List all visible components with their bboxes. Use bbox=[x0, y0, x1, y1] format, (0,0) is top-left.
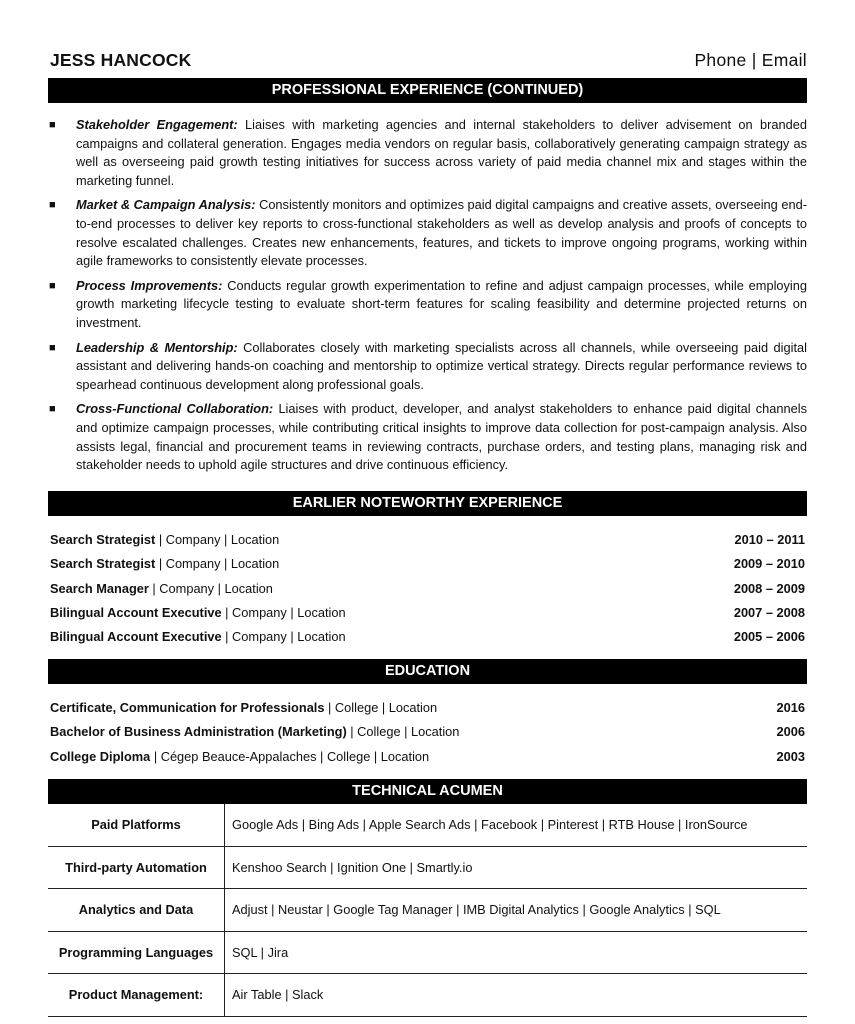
skill-category: Paid Platforms bbox=[48, 804, 225, 846]
list-item bbox=[48, 745, 807, 769]
resume-header bbox=[48, 50, 807, 72]
bullet-text: Liaises with marketing agencies and internal stakeholders to deliver advisement on branded campaigns and collateral generation. Engages media vendors on regular basis, collaboratively generating campaign strategy as well as overseeing paid growth testing initiatives for success across variety of paid media channel mix and stages within the marketing funnel. bbox=[76, 117, 807, 188]
section-heading-technical: TECHNICAL ACUMEN bbox=[48, 779, 807, 804]
list-item bbox=[48, 601, 807, 625]
list-item bbox=[48, 116, 807, 190]
bullet-icon: ■ bbox=[49, 199, 56, 212]
skill-items: Adjust | Neustar | Google Tag Manager | IMB Digital Analytics | Google Analytics | SQL bbox=[232, 902, 721, 918]
technical-acumen-table bbox=[48, 804, 807, 1017]
bullet-text: Collaborates closely with marketing specialists across all channels, while overseeing paid digital assistant and delivering hands-on coaching and mentorship to optimize vertical strategy. Directs regular performance reviews to spearhead continuous development along professional goals. bbox=[76, 339, 807, 392]
job-dates: 2009 – 2010 bbox=[733, 556, 805, 572]
skill-category: Product Management: bbox=[48, 974, 225, 1016]
job-title: Bilingual Account Executive bbox=[50, 604, 222, 620]
degree-title: Certificate, Communication for Professionals bbox=[50, 700, 325, 715]
job-org: | Company | Location bbox=[221, 604, 346, 620]
bullet-icon: ■ bbox=[49, 119, 56, 131]
table-row bbox=[48, 804, 807, 847]
list-item bbox=[48, 720, 807, 744]
job-dates: 2007 – 2008 bbox=[733, 604, 805, 620]
job-org: | Company | Location bbox=[155, 556, 280, 572]
table-row bbox=[48, 932, 807, 975]
job-dates: 2010 – 2011 bbox=[734, 532, 805, 547]
job-dates: 2005 – 2006 bbox=[733, 629, 805, 645]
degree-school: | College | Location bbox=[346, 724, 460, 740]
skill-category: Programming Languages bbox=[48, 932, 225, 974]
job-org: | Company | Location bbox=[221, 629, 346, 645]
candidate-name: JESS HANCOCK bbox=[50, 50, 192, 70]
skill-items: SQL | Jira bbox=[232, 944, 289, 960]
degree-year: 2006 bbox=[776, 724, 805, 740]
contact-info: Phone | Email bbox=[694, 50, 807, 70]
education-list bbox=[48, 696, 807, 769]
list-item bbox=[48, 528, 807, 552]
list-item bbox=[48, 277, 807, 333]
job-org: | Company | Location bbox=[148, 580, 273, 596]
bullet-title: Process Improvements: bbox=[76, 277, 223, 293]
bullet-title: Stakeholder Engagement: bbox=[76, 117, 238, 132]
skill-items: Google Ads | Bing Ads | Apple Search Ads | Facebook | Pinterest | RTB House | IronSource bbox=[232, 817, 748, 833]
degree-year: 2016 bbox=[776, 700, 805, 715]
skill-items: Air Table | Slack bbox=[232, 987, 324, 1003]
bullet-icon: ■ bbox=[49, 403, 56, 416]
list-item bbox=[48, 196, 807, 270]
bullet-title: Leadership & Mentorship: bbox=[76, 339, 238, 355]
bullet-title: Cross-Functional Collaboration: bbox=[76, 401, 274, 417]
bullet-text: Liaises with product, developer, and analyst stakeholders to enhance paid digital channels and optimize campaign processes, while contributing critical insights to improve data collection for post-campaign analysis. Also assists legal, financial and procurement teams in reviewing contracts, purchase orders, and testing plans, managing risk and stakeholder needs to uphold agile structures and drive continuous efficiency. bbox=[76, 401, 807, 473]
earlier-experience-list bbox=[48, 528, 807, 649]
bullet-icon: ■ bbox=[49, 341, 56, 354]
section-heading-experience-continued: PROFESSIONAL EXPERIENCE (CONTINUED) bbox=[48, 78, 807, 103]
list-item bbox=[48, 696, 807, 720]
table-row bbox=[48, 974, 807, 1017]
table-row bbox=[48, 889, 807, 932]
list-item bbox=[48, 625, 807, 649]
job-title: Search Strategist bbox=[50, 532, 156, 547]
bullet-icon: ■ bbox=[49, 279, 56, 292]
table-row bbox=[48, 847, 807, 890]
job-title: Search Strategist bbox=[50, 556, 156, 572]
list-item bbox=[48, 552, 807, 576]
degree-title: College Diploma bbox=[50, 748, 151, 764]
degree-year: 2003 bbox=[776, 748, 805, 764]
experience-bullet-list bbox=[48, 116, 807, 481]
list-item bbox=[48, 400, 807, 474]
bullet-title: Market & Campaign Analysis: bbox=[76, 197, 256, 213]
job-dates: 2008 – 2009 bbox=[733, 580, 805, 596]
skill-items: Kenshoo Search | Ignition One | Smartly.io bbox=[232, 859, 473, 875]
list-item bbox=[48, 577, 807, 601]
degree-title: Bachelor of Business Administration (Marketing) bbox=[50, 724, 347, 740]
section-heading-earlier-experience: EARLIER NOTEWORTHY EXPERIENCE bbox=[48, 491, 807, 516]
bullet-text: Consistently monitors and optimizes paid digital campaigns and creative assets, overseeing end-to-end processes to deliver key reports to cross-functional stakeholders as well as develop analysis and proofs of concepts to resolve escalated challenges. Creates new enhancements, features, and tickets to improve ongoing programs, working within agile frameworks to consistently elevate processes. bbox=[76, 197, 807, 269]
bullet-text: Conducts regular growth experimentation to refine and adjust campaign processes, while employing growth marketing lifecycle testing to evaluate short-term features for scaling feasibility and determine projected returns on investment. bbox=[76, 277, 808, 330]
degree-school: | College | Location bbox=[324, 700, 438, 715]
list-item bbox=[48, 339, 807, 395]
skill-category: Third-party Automation bbox=[48, 847, 225, 889]
degree-school: | Cégep Beauce-Appalaches | College | Location bbox=[150, 748, 430, 764]
job-title: Bilingual Account Executive bbox=[50, 629, 222, 645]
job-org: | Company | Location bbox=[155, 532, 280, 547]
section-heading-education: EDUCATION bbox=[48, 659, 807, 684]
job-title: Search Manager bbox=[50, 580, 149, 596]
skill-category: Analytics and Data bbox=[48, 889, 225, 931]
